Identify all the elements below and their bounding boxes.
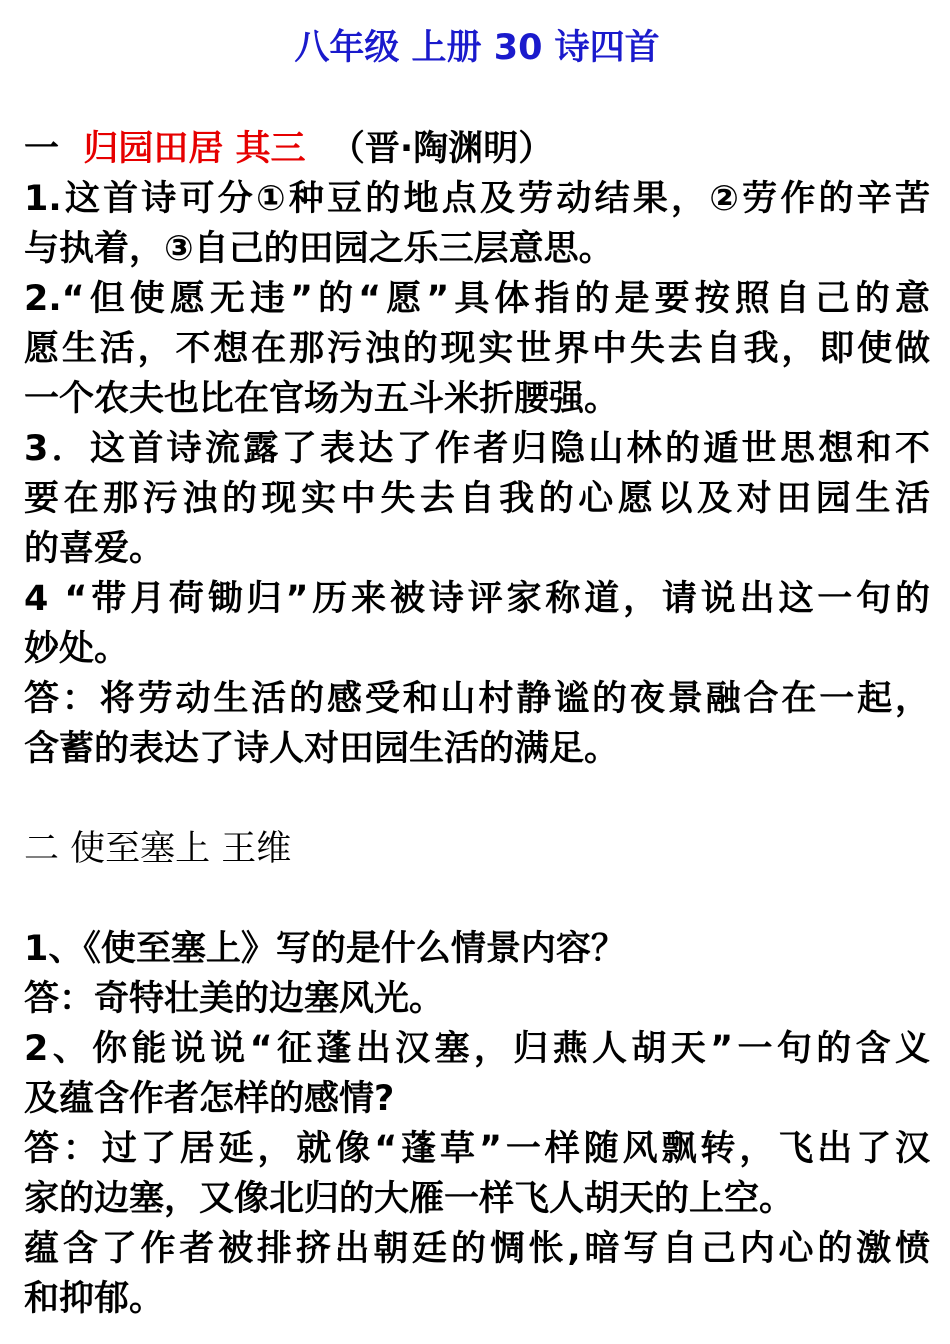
text-line: 家的边塞，又像北归的大雁一样飞人胡天的上空。 xyxy=(24,1179,795,1219)
text-line: 答：奇特壮美的边塞风光。 xyxy=(24,979,445,1019)
document-title: 八年级 上册 30 诗四首 xyxy=(294,28,660,68)
text-line: 2.“但使愿无违”的“愿”具体指的是要按照自己的意 xyxy=(24,279,930,319)
section1-heading xyxy=(24,124,930,174)
poem-author: （晋·陶渊明） xyxy=(305,129,554,169)
text-line: 答：将劳动生活的感受和山村静谧的夜景融合在一起， xyxy=(24,679,930,719)
text-line: 3．这首诗流露了表达了作者归隐山林的遁世思想和不 xyxy=(24,429,930,469)
text-line: 一个农夫也比在官场为五斗米折腰强。 xyxy=(24,379,620,419)
text-line: 和抑郁。 xyxy=(24,1279,165,1319)
blank-line xyxy=(24,774,930,824)
section1-number: 一 xyxy=(24,129,84,169)
poem-title: 归园田居 其三 xyxy=(83,129,306,169)
text-line: 与执着，③自己的田园之乐三层意思。 xyxy=(24,229,614,269)
blank-line xyxy=(24,874,930,924)
text-line: 蕴含了作者被排挤出朝廷的惆怅,暗写自己内心的激愤 xyxy=(24,1229,930,1269)
text-line: 2、你能说说“征蓬出汉塞，归燕人胡天”一句的含义 xyxy=(24,1029,930,1069)
section2-heading: 二 使至塞上 王维 xyxy=(24,829,292,869)
text-line: 1、《使至塞上》写的是什么情景内容？ xyxy=(24,929,626,969)
text-line: 的喜爱。 xyxy=(24,529,165,569)
text-line: 答：过了居延，就像“蓬草”一样随风飘转，飞出了汉 xyxy=(24,1129,930,1169)
text-line: 1.这首诗可分①种豆的地点及劳动结果，②劳作的辛苦 xyxy=(24,179,930,219)
blank-line xyxy=(24,74,930,124)
text-line: 妙处。 xyxy=(24,629,130,669)
text-line: 及蕴含作者怎样的感情? xyxy=(24,1079,395,1119)
text-line: 4 “带月荷锄归”历来被诗评家称道，请说出这一句的 xyxy=(24,579,930,619)
text-line: 愿生活，不想在那污浊的现实世界中失去自我，即使做 xyxy=(24,329,930,369)
document-page xyxy=(24,22,930,1324)
text-line: 要在那污浊的现实中失去自我的心愿以及对田园生活 xyxy=(24,479,930,519)
text-line: 含蓄的表达了诗人对田园生活的满足。 xyxy=(24,729,620,769)
